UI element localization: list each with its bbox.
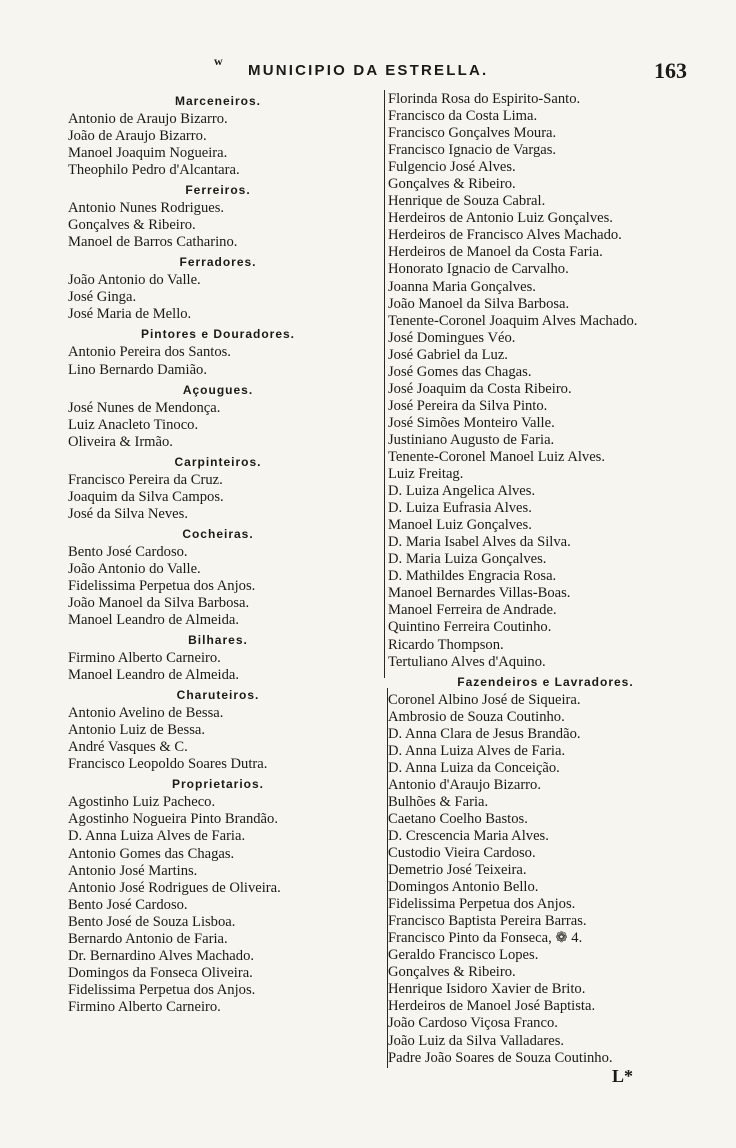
- list-item: José da Silva Neves.: [68, 505, 188, 522]
- list-item: Antonio de Araujo Bizarro.: [68, 111, 228, 127]
- signature-mark: L*: [612, 1066, 634, 1086]
- section-heading: Açougues.: [182, 382, 254, 397]
- list-item: João Antonio do Valle.: [68, 272, 201, 289]
- list-item: Agostinho Luiz Pacheco.: [68, 794, 216, 811]
- list-item: Fulgencio José Alves.: [388, 159, 516, 176]
- trade-section: [68, 453, 368, 523]
- list-item: Honorato Ignacio de Carvalho.: [388, 261, 569, 278]
- list-item: D. Anna Clara de Jesus Brandão.: [388, 725, 581, 742]
- list-item: Justiniano Augusto de Faria.: [388, 431, 555, 448]
- list-item: Gonçalves & Ribeiro.: [68, 217, 196, 234]
- list-item: Firmino Alberto Carneiro.: [68, 650, 221, 667]
- list-item: Herdeiros de Manoel da Costa Faria.: [388, 244, 603, 261]
- list-item: Manoel Bernardes Villas-Boas.: [388, 585, 571, 602]
- list-item: José Joaquim da Costa Ribeiro.: [388, 380, 572, 397]
- section-heading: Fazendeiros e Lavradores.: [457, 674, 634, 689]
- list-item: Bento José de Souza Lisboa.: [68, 913, 236, 930]
- list-item: João Antonio do Valle.: [68, 560, 201, 577]
- list-item: Herdeiros de Antonio Luiz Gonçalves.: [388, 210, 613, 227]
- list-item: Francisco Pinto da Fonseca, ❁ 4.: [388, 930, 583, 947]
- list-item: D. Maria Luiza Gonçalves.: [388, 551, 547, 568]
- list-item: Herdeiros de Manoel José Baptista.: [388, 998, 596, 1015]
- list-item: Fidelissima Perpetua dos Anjos.: [68, 981, 256, 998]
- list-item: Domingos Antonio Bello.: [388, 879, 539, 896]
- trade-section: [388, 673, 703, 1067]
- list-item: Francisco Gonçalves Moura.: [388, 125, 557, 142]
- printer-mark: w: [214, 54, 223, 68]
- list-item: Custodio Vieira Cardoso.: [388, 845, 536, 862]
- list-item: Bento José Cardoso.: [68, 896, 188, 913]
- section-heading: Marceneiros.: [174, 94, 262, 108]
- trade-section: [68, 686, 368, 773]
- list-item: Ricardo Thompson.: [388, 636, 504, 653]
- list-item: Tenente-Coronel Joaquim Alves Machado.: [388, 312, 638, 329]
- list-item: Antonio Avelino de Bessa.: [68, 705, 224, 722]
- list-item: José Maria de Mello.: [68, 306, 192, 323]
- list-item: Tertuliano Alves d'Aquino.: [388, 653, 546, 670]
- section-heading: Bilhares.: [188, 633, 248, 648]
- list-item: Oliveira & Irmão.: [68, 433, 173, 450]
- list-item: Antonio Gomes das Chagas.: [68, 845, 235, 862]
- list-item: Caetano Coelho Bastos.: [388, 810, 528, 827]
- list-item: Tenente-Coronel Manoel Luiz Alves.: [388, 448, 606, 465]
- list-item: João Manoel da Silva Barbosa.: [388, 295, 570, 312]
- list-item: Manoel Luiz Gonçalves.: [388, 517, 532, 534]
- list-item: José Simões Monteiro Valle.: [388, 414, 555, 431]
- left-column: [68, 90, 368, 1016]
- list-item: Ambrosio de Souza Coutinho.: [388, 708, 565, 725]
- list-item: José Gomes das Chagas.: [388, 363, 532, 380]
- trade-section: [68, 181, 368, 251]
- list-item: Henrique Isidoro Xavier de Brito.: [388, 981, 586, 998]
- list-item: Manoel Leandro de Almeida.: [68, 667, 240, 684]
- section-heading: Pintores e Douradores.: [140, 327, 296, 342]
- list-item: Dr. Bernardino Alves Machado.: [68, 947, 255, 964]
- list-item: Florinda Rosa do Espirito-Santo.: [388, 91, 581, 107]
- list-item: Fidelissima Perpetua dos Anjos.: [68, 577, 256, 594]
- list-item: Theophilo Pedro d'Alcantara.: [68, 162, 240, 179]
- trade-section: [68, 325, 368, 378]
- list-item: Joanna Maria Gonçalves.: [388, 278, 536, 295]
- right-column: [388, 91, 703, 1067]
- list-item: Bernardo Antonio de Faria.: [68, 930, 228, 947]
- list-item: D. Anna Luiza da Conceição.: [388, 759, 560, 776]
- section-heading: Ferreiros.: [185, 183, 251, 198]
- trade-section: [68, 525, 368, 629]
- section-heading: Proprietarios.: [171, 777, 265, 792]
- list-item: José Domingues Véo.: [388, 329, 516, 346]
- list-item: D. Luiza Angelica Alves.: [388, 483, 536, 500]
- section-heading: Carpinteiros.: [174, 454, 262, 469]
- list-item: Domingos da Fonseca Oliveira.: [68, 964, 253, 981]
- list-item: Demetrio José Teixeira.: [388, 862, 527, 879]
- list-item: Lino Bernardo Damião.: [68, 361, 208, 378]
- list-item: José Pereira da Silva Pinto.: [388, 397, 548, 414]
- list-item: Gonçalves & Ribeiro.: [388, 176, 516, 193]
- list-item: Bulhões & Faria.: [388, 793, 489, 810]
- list-item: Manoel Joaquim Nogueira.: [68, 145, 228, 162]
- list-item: D. Mathildes Engracia Rosa.: [388, 568, 557, 585]
- list-item: Bento José Cardoso.: [68, 543, 188, 560]
- list-item: Francisco Pereira da Cruz.: [68, 471, 223, 488]
- trade-section: [68, 381, 368, 451]
- list-item: Agostinho Nogueira Pinto Brandão.: [68, 811, 278, 828]
- list-item: José Ginga.: [68, 289, 137, 306]
- section-heading: Charuteiros.: [176, 688, 260, 703]
- list-item: Fidelissima Perpetua dos Anjos.: [388, 896, 576, 913]
- list-item: Francisco Leopoldo Soares Dutra.: [68, 756, 268, 773]
- list-item: Antonio Nunes Rodrigues.: [68, 200, 225, 217]
- trade-section: [68, 92, 368, 179]
- list-item: Francisco Baptista Pereira Barras.: [388, 913, 587, 930]
- list-item: José Gabriel da Luz.: [388, 346, 508, 363]
- list-item: Manoel Ferreira de Andrade.: [388, 602, 557, 619]
- list-item: Firmino Alberto Carneiro.: [68, 998, 221, 1015]
- list-item: Manoel Leandro de Almeida.: [68, 612, 240, 629]
- list-item: João Cardoso Viçosa Franco.: [388, 1015, 558, 1032]
- list-item: D. Luiza Eufrasia Alves.: [388, 500, 532, 517]
- trade-section: [68, 253, 368, 323]
- list-item: D. Anna Luiza Alves de Faria.: [68, 828, 246, 845]
- trade-section: [68, 631, 368, 684]
- list-item: João Manoel da Silva Barbosa.: [68, 594, 250, 611]
- column-divider: [384, 90, 385, 678]
- page-title: MUNICIPIO DA ESTRELLA.: [248, 62, 489, 79]
- section-heading: Cocheiras.: [182, 526, 254, 541]
- list-item: Antonio José Rodrigues de Oliveira.: [68, 879, 281, 896]
- list-item: D. Crescencia Maria Alves.: [388, 827, 549, 844]
- page-header: [240, 58, 687, 84]
- list-item: Antonio José Martins.: [68, 862, 198, 879]
- list-item: André Vasques & C.: [68, 739, 188, 756]
- list-item: Padre João Soares de Souza Coutinho.: [388, 1049, 613, 1066]
- list-item: Gonçalves & Ribeiro.: [388, 964, 516, 981]
- trade-section: [68, 775, 368, 1016]
- list-item: Francisco da Costa Lima.: [388, 108, 538, 125]
- list-item: Manoel de Barros Catharino.: [68, 234, 238, 251]
- list-item: Henrique de Souza Cabral.: [388, 193, 546, 210]
- list-item: Geraldo Francisco Lopes.: [388, 947, 539, 964]
- list-item: Antonio Luiz de Bessa.: [68, 722, 205, 739]
- page-number: 163: [654, 58, 687, 83]
- list-item: José Nunes de Mendonça.: [68, 399, 221, 416]
- list-item: Antonio d'Araujo Bizarro.: [388, 776, 541, 793]
- list-item: João de Araujo Bizarro.: [68, 128, 207, 145]
- list-item: Quintino Ferreira Coutinho.: [388, 619, 552, 636]
- list-item: Antonio Pereira dos Santos.: [68, 344, 231, 361]
- list-item: Joaquim da Silva Campos.: [68, 488, 224, 505]
- list-item: D. Anna Luiza Alves de Faria.: [388, 742, 566, 759]
- list-item: Luiz Anacleto Tinoco.: [68, 416, 199, 433]
- list-item: Herdeiros de Francisco Alves Machado.: [388, 227, 622, 244]
- list-item: João Luiz da Silva Valladares.: [388, 1032, 565, 1049]
- list-item: D. Maria Isabel Alves da Silva.: [388, 534, 571, 551]
- list-item: Luiz Freitag.: [388, 466, 464, 483]
- list-item: Francisco Ignacio de Vargas.: [388, 142, 557, 159]
- list-item: Coronel Albino José de Siqueira.: [388, 691, 581, 708]
- section-heading: Ferradores.: [179, 255, 257, 270]
